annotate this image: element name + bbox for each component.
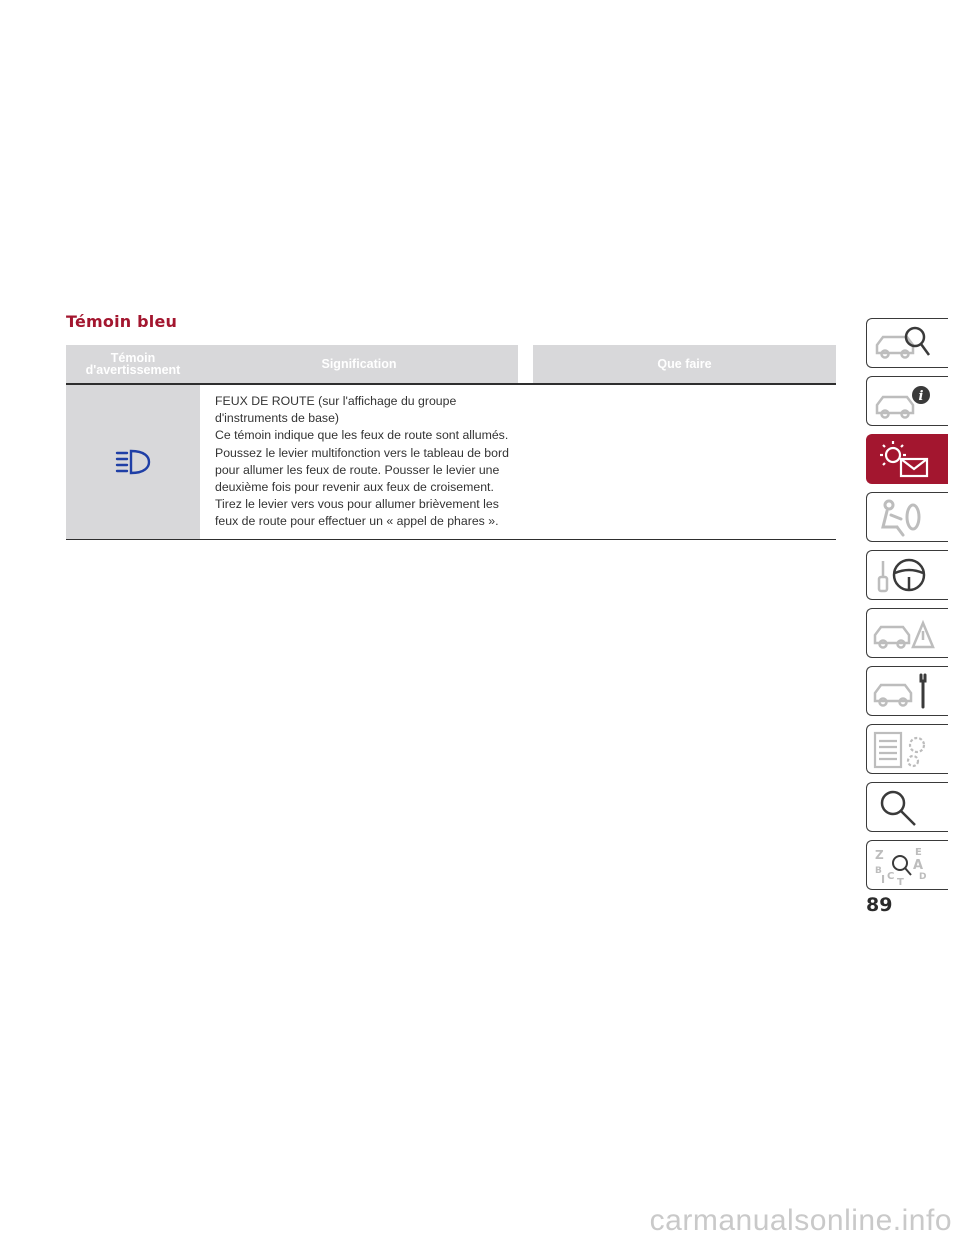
- tab-car-search[interactable]: [866, 318, 948, 368]
- warning-light-message-icon: [873, 439, 935, 479]
- header-warning-light: Témoin d'avertissement: [66, 345, 200, 383]
- svg-text:T: T: [897, 877, 904, 885]
- meaning-cell: [200, 385, 518, 539]
- tab-car-info[interactable]: [866, 376, 948, 426]
- row-rule: [66, 539, 836, 540]
- svg-text:D: D: [919, 872, 927, 882]
- warning-light-cell: [66, 385, 200, 539]
- meaning-title: FEUX DE ROUTE (sur l'affichage du groupe d'instruments de base): [215, 394, 457, 426]
- car-search-icon: [873, 323, 935, 363]
- section-title: Témoin bleu: [66, 312, 178, 331]
- warning-lights-table: [66, 345, 836, 540]
- svg-text:C: C: [887, 871, 895, 882]
- meaning-text: Ce témoin indique que les feux de route sont allumés. Poussez le levier multifonction vers le tableau de bord pour allumer les feux de route. Pousser le levier une deuxième fois pour revenir aux feux de croisement. Tirez le levier vers vous pour allumer brièvement les feux de route pour effectuer un « appel de phares ».: [215, 428, 509, 529]
- tab-safety[interactable]: [866, 492, 948, 542]
- page-number: 89: [866, 894, 893, 916]
- svg-text:Z: Z: [875, 848, 884, 862]
- tab-warning-lights[interactable]: [866, 434, 948, 484]
- watermark: carmanualsonline.info: [649, 1204, 952, 1237]
- header-what-to-do: Que faire: [533, 345, 836, 383]
- svg-text:A: A: [913, 858, 924, 873]
- specifications-gear-icon: [873, 729, 935, 769]
- tab-index[interactable]: [866, 840, 948, 890]
- car-info-icon: [873, 381, 935, 421]
- magnifier-icon: [873, 787, 935, 827]
- tab-emergency[interactable]: [866, 608, 948, 658]
- tab-search[interactable]: [866, 782, 948, 832]
- what-to-do-cell: [533, 385, 836, 539]
- tab-specifications[interactable]: [866, 724, 948, 774]
- table-row: [66, 385, 836, 539]
- svg-text:I: I: [881, 873, 886, 885]
- car-emergency-icon: [873, 613, 935, 653]
- tab-starting-driving[interactable]: [866, 550, 948, 600]
- table-header: [66, 345, 836, 383]
- high-beam-indicator-icon: [115, 449, 151, 475]
- seat-airbag-icon: [873, 497, 935, 537]
- alphabetical-index-icon: [873, 845, 935, 885]
- svg-text:E: E: [915, 847, 922, 858]
- svg-text:B: B: [875, 866, 882, 876]
- svg-text:i: i: [918, 389, 924, 404]
- steering-wheel-key-icon: [873, 555, 935, 595]
- tab-maintenance[interactable]: [866, 666, 948, 716]
- car-maintenance-icon: [873, 671, 935, 711]
- header-meaning: Signification: [200, 345, 518, 383]
